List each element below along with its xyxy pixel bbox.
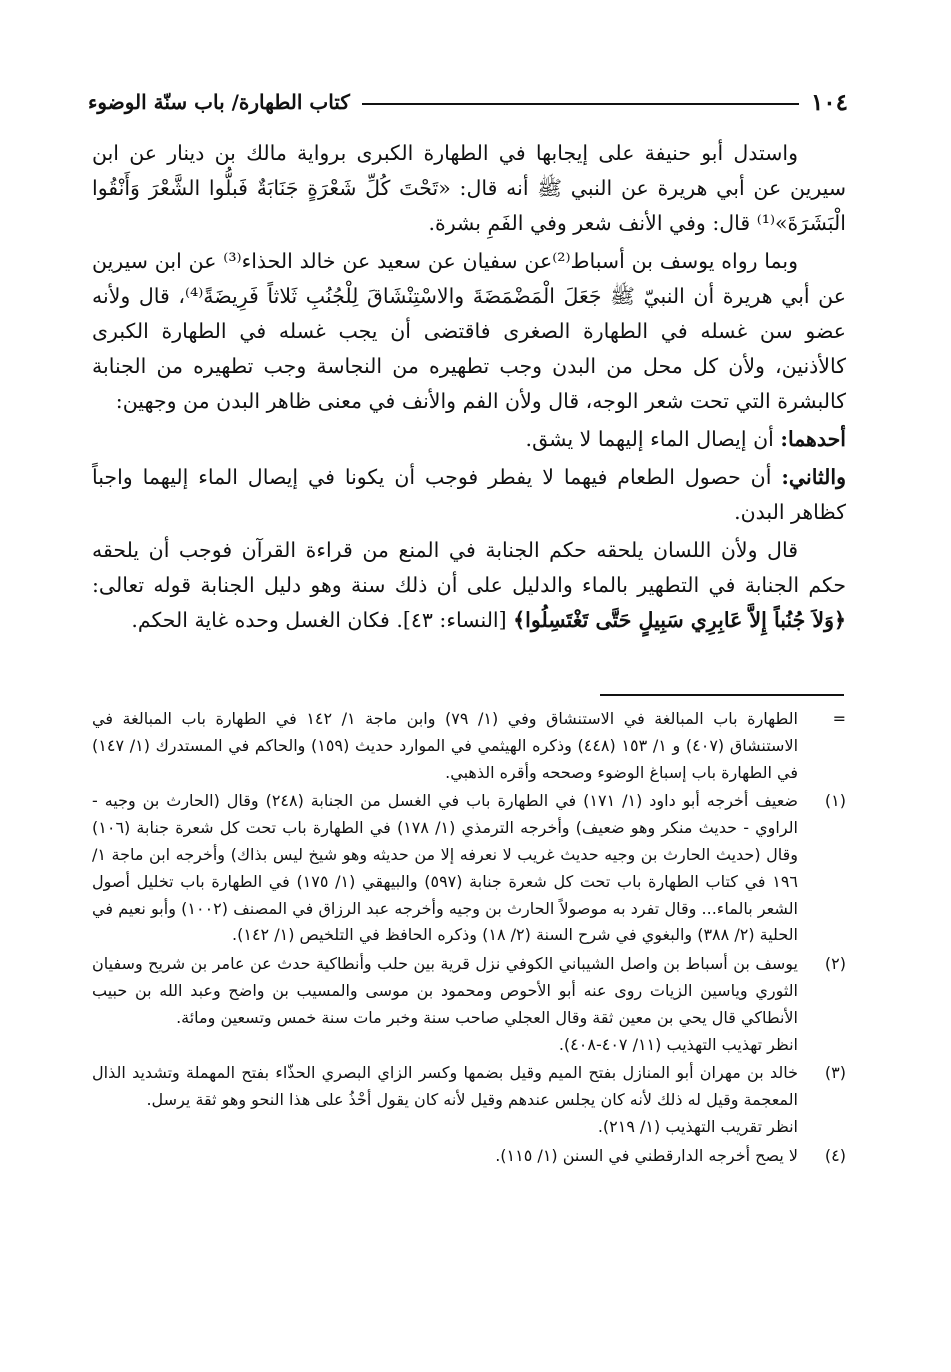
paragraph-2: وبما رواه يوسف بن أسباط⁽²⁾عن سفيان عن سعيد عن خالد الحذاء⁽³⁾ عن ابن سيرين عن أبي هريرة أن النبيّ ﷺ جَعَلَ الْمَضْمَضَةَ والاسْتِنْشَاقَ لِلْجُنُبِ ثَلاثاً فَرِيضَةً⁽⁴⁾، قال ولأنه عضو سن غسله في الطهارة الصغرى فاقتضى أن يجب غسله في الطهارة الكبرى كالأذنين، ولأن كل محل من البدن وجب تطهيره من النجاسة وجب تطهيره من الجنابة كالبشرة التي تحت شعر الوجه، قال ولأن الفم والأنف في معنى ظاهر البدن من وجهين: — [92, 249, 846, 413]
point-first-label: أحدهما: — [780, 427, 846, 451]
point-first-text: أن إيصال الماء إليهما لا يشق. — [525, 427, 774, 451]
footnote-3-body — [92, 1060, 798, 1140]
footnotes — [92, 706, 846, 1172]
point-first — [92, 422, 846, 457]
footnote-1 — [92, 788, 846, 949]
paragraph-3-start: قال ولأن اللسان يلحقه حكم الجنابة في المنع من قراءة القرآن فوجب أن يلحقه حكم الجنابة في التطهير بالماء والدليل على أن ذلك سنة وهو دليل الجنابة قوله تعالى: — [92, 538, 846, 597]
footnote-4 — [92, 1143, 846, 1170]
footnote-continuation-text: الطهارة باب المبالغة في الاستنشاق وفي (١/ ٧٩) وابن ماجة ١/ ١٤٢ في الطهارة باب المبالغة في الاستنشاق (٤٠٧) و ١/ ١٥٣ (٤٤٨) وذكره الهيثمي في الموارد حديث (١٥٩) والحاكم في المستدرك (١/ ١٤٧) في الطهارة باب إسباغ الوضوء وصححه وأقره الذهبي. — [92, 709, 799, 782]
footnote-continuation — [92, 706, 846, 786]
footnote-3-number: (٣) — [824, 1063, 846, 1083]
footnote-3-text: خالد بن مهران أبو المنازل بفتح الميم وقيل بضمها وكسر الزاي البصري الحذّاء بفتح المهملة وتشديد الذال المعجمة وقيل له ذلك لأنه كان يجلس عندهم وقيل لأنه كان يقول أحْذُ على هذا النحو وهو ثقة يرسل. — [92, 1063, 798, 1110]
header-rule — [362, 103, 799, 105]
point-second-label: والثاني: — [781, 465, 846, 489]
main-text — [92, 136, 846, 641]
footnote-3 — [92, 1060, 846, 1140]
footnote-separator — [600, 694, 844, 696]
page-number: ١٠٤ — [810, 88, 848, 116]
footnote-3-reference: انظر تقريب التهذيب (١/ ٢١٩). — [597, 1116, 798, 1136]
running-header — [88, 84, 848, 120]
footnote-2 — [92, 951, 846, 1058]
footnote-continuation-mark: = — [832, 709, 846, 728]
paragraph-3-end: [النساء: ٤٣]. فكان الغسل وحده غاية الحكم. — [131, 608, 507, 632]
footnote-2-number: (٢) — [824, 954, 846, 974]
footnote-2-reference: انظر تهذيب التهذيب (١١/ ٤٠٧-٤٠٨). — [558, 1034, 798, 1054]
footnote-4-number: (٤) — [824, 1145, 846, 1165]
point-second — [92, 460, 846, 530]
footnote-2-text: يوسف بن أسباط بن واصل الشيباني الكوفي نزل قرية بين حلب وأنطاكية حدث عن عامر بن شريح وسفيان الثوري وياسين الزيات روى عنه أبو الأحوص ومحمود بن موسى والمسيب بن واضح وعبد الله بن حبيب الأنطاكي قال يحي بن معين ثقة وقال العجلي صاحب سنة وخبر مات سنة خمس وتسعين ومائة. — [92, 954, 798, 1027]
footnote-2-body — [92, 951, 798, 1058]
footnote-1-number: (١) — [824, 791, 846, 811]
paragraph-1: واستدل أبو حنيفة على إيجابها في الطهارة الكبرى برواية مالك بن دينار عن ابن سيرين عن أبي هريرة عن النبي ﷺ أنه قال: «تَحْتَ كُلِّ شَعْرَةٍ جَنَابَةٌ فَبلُّوا الشَّعْرَ وَأَنْقُوا الْبَشَرَةَ»⁽¹⁾ قال: وفي الأنف شعر وفي الفَمِ بشرة. — [92, 141, 846, 235]
quran-verse: ﴿وَلاَ جُنُباً إِلاَّ عَابِرِي سَبِيلٍ حَتَّى تَغْتَسِلُوا﴾ — [513, 608, 846, 632]
footnote-1-text: ضعيف أخرجه أبو داود (١/ ١٧١) في الطهارة باب في الغسل من الجنابة (٢٤٨) وقال (الحارث بن وجيه - الراوي - حديث منكر وهو ضعيف) وأخرجه الترمذي (١/ ١٧٨) في الطهارة باب تحت كل شعرة جنابة (١٠٦) وقال (حديث الحارث بن وجيه حديث غريب لا نعرفه إلا من حديثه وهو شيخ ليس بذاك) وأخرجه ابن ماجة ١/ ١٩٦ في كتاب الطهارة باب تحت كل شعرة جنابة (٥٩٧) والبيهقي (١/ ١٧٥) في الطهارة باب تخليل أصول الشعر بالماء... وقال تفرد به موصولاً الحارث بن وجيه وأخرجه عبد الرزاق في المصنف (١٠٠٢) وأبو نعيم في الحلية (٢/ ٣٨٨) والبغوي في شرح السنة (٢/ ١٨) وذكره الحافظ في التلخيص (١/ ١٤٢). — [92, 791, 799, 945]
chapter-title: كتاب الطهارة/ باب سنّة الوضوء — [88, 90, 350, 114]
point-second-text: أن حصول الطعام فيهما لا يفطر فوجب أن يكونا في إيصال الماء إليهما واجباً كظاهر البدن. — [92, 465, 846, 524]
footnote-4-text: لا يصح أخرجه الدارقطني في السنن (١/ ١١٥). — [495, 1145, 798, 1165]
paragraph-3 — [92, 533, 846, 638]
